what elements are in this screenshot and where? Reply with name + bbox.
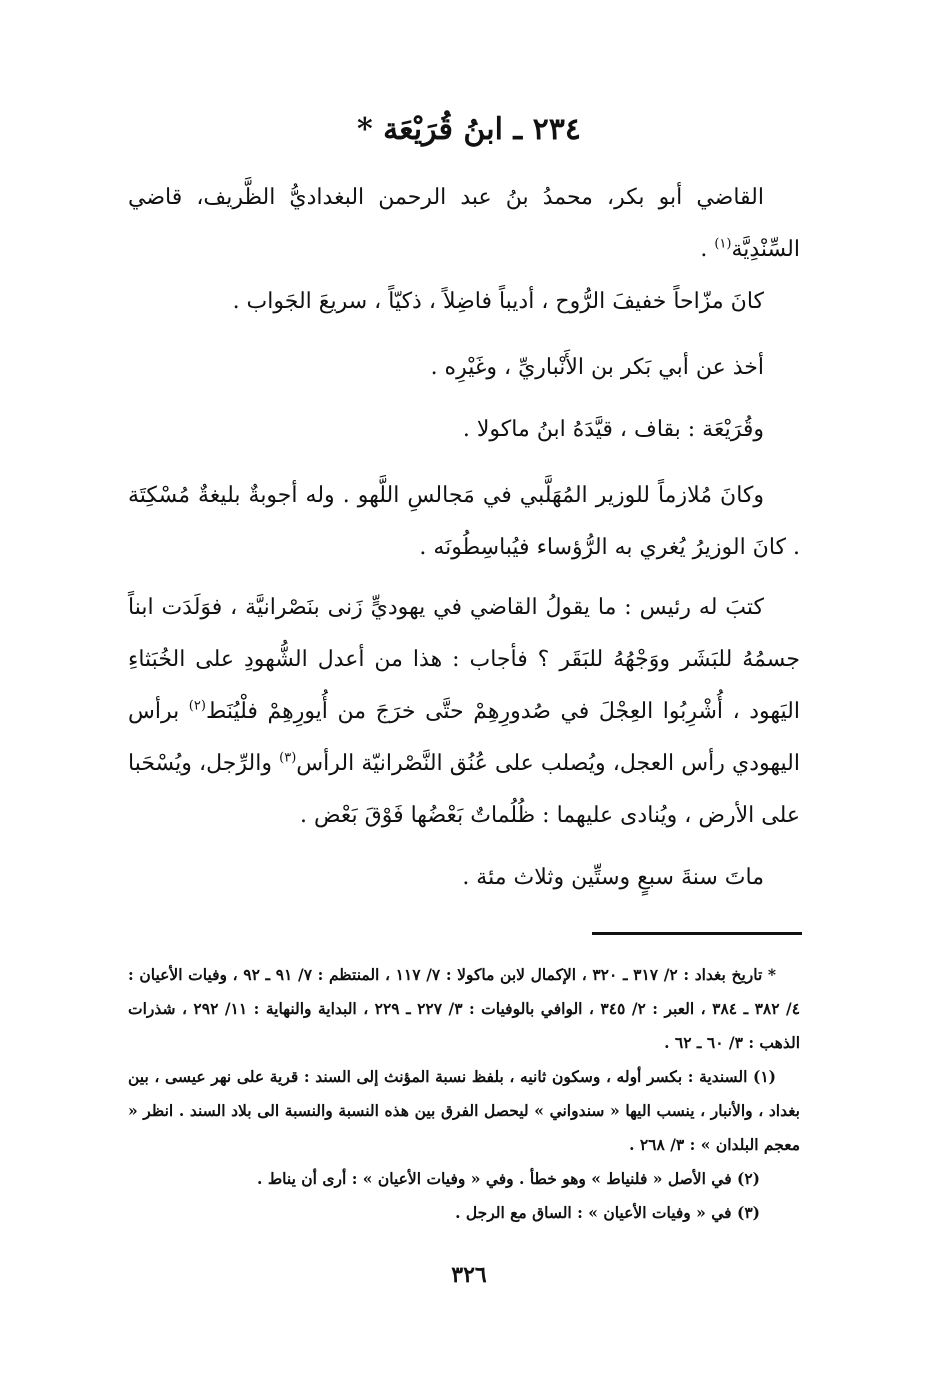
footnote-1: (١) السندية : بكسر أوله ، وسكون ثانيه ، بلفظ نسبة المؤنث إلى السند : قرية على نهر عيسى ، بين بغداد ، والأنبار ، ينسب اليها « سندواني » ليحصل الفرق بين هذه النسبة والنسبة الى بلاد السند . انظر « معجم البلدان » : ٣/ ٢٦٨ . [128,1067,800,1154]
entry-title: ٢٣٤ ـ ابنُ قُرَيْعَة * [357,112,581,147]
footnote-3: (٣) في « وفيات الأعيان » : الساق مع الرجل . [455,1203,760,1222]
paragraph-name-text: القاضي أبو بكر، محمدُ بنُ عبد الرحمن البغداديُّ الظَّريف، قاضي السِّنْدِيَّة [128,185,800,262]
footnote-ref-3: (٣) [279,750,297,766]
footnote-divider [592,932,802,935]
anecdote-part-c: والرِّجل، ويُسْحَبا على الأرض ، ويُنادى عليهما : ظُلُماتٌ بَعْضُها فَوْقَ بَعْض . [128,751,800,828]
footnote-ref-1: (١) [714,236,732,252]
paragraph-vizier: وكانَ مُلازماً للوزير المُهَلَّبي في مَجالسِ اللَّهو . وله أجوبةٌ بليغةٌ مُسْكِتَة . كانَ الوزيرُ يُغري به الرُّؤساء فيُباسِطُونَه . [128,483,800,560]
paragraph-spelling: وقُرَيْعَة : بقاف ، قيَّدَهُ ابنُ ماكولا . [462,417,764,442]
paragraph-name [128,172,800,276]
paragraph-character: كانَ مزّاحاً خفيفَ الرُّوح ، أديباً فاضِلاً ، ذكيّاً ، سريعَ الجَواب . [232,289,764,314]
footnotes-block [128,958,800,1230]
paragraph-death: ماتَ سنةَ سبعٍ وستِّين وثلاث مئة . [462,865,764,890]
footnote-2: (٢) في الأصل « فلنياط » وهو خطأ . وفي « وفيات الأعيان » : أرى أن يناط . [257,1169,760,1188]
paragraph-name-end: . [700,237,715,262]
anecdote-part-a: كتبَ له رئيس : ما يقولُ القاضي في يهوديٍّ زَنى بنَصْرانيَّة ، فوَلَدَت ابناً جسمُهُ للبَشَر ووَجْهُهُ للبَقَر ؟ فأجاب : هذا من أعدل الشُّهودِ على الخُبَثاءِ اليَهود ، أُشْرِبُوا العِجْلَ في صُدورِهِمْ حتَّى خرَجَ من أُيورِهِمْ فلْيُنَط [128,595,800,724]
page-number: ٣٢٦ [451,1262,487,1288]
footnote-ref-2: (٢) [188,698,206,714]
footnote-sources: * تاريخ بغداد : ٢/ ٣١٧ ـ ٣٢٠ ، الإكمال لابن ماكولا : ٧/ ١١٧ ، المنتظم : ٧/ ٩١ ـ ٩٢ ، وفيات الأعيان : ٤/ ٣٨٢ ـ ٣٨٤ ، العبر : ٢/ ٣٤٥ ، الوافي بالوفيات : ٣/ ٢٢٧ ـ ٢٢٩ ، البداية والنهاية : ١١/ ٢٩٢ ، شذرات الذهب : ٣/ ٦٠ ـ ٦٢ . [128,965,801,1052]
paragraph-teachers: أخذ عن أبي بَكر بن الأَنْباريِّ ، وغَيْرِه . [430,355,764,380]
anecdote-part-b: برأس اليهودي رأس العجل، ويُصلب على عُنُق النَّصْرانيّة الرأس [128,699,800,776]
paragraph-anecdote [128,582,800,842]
